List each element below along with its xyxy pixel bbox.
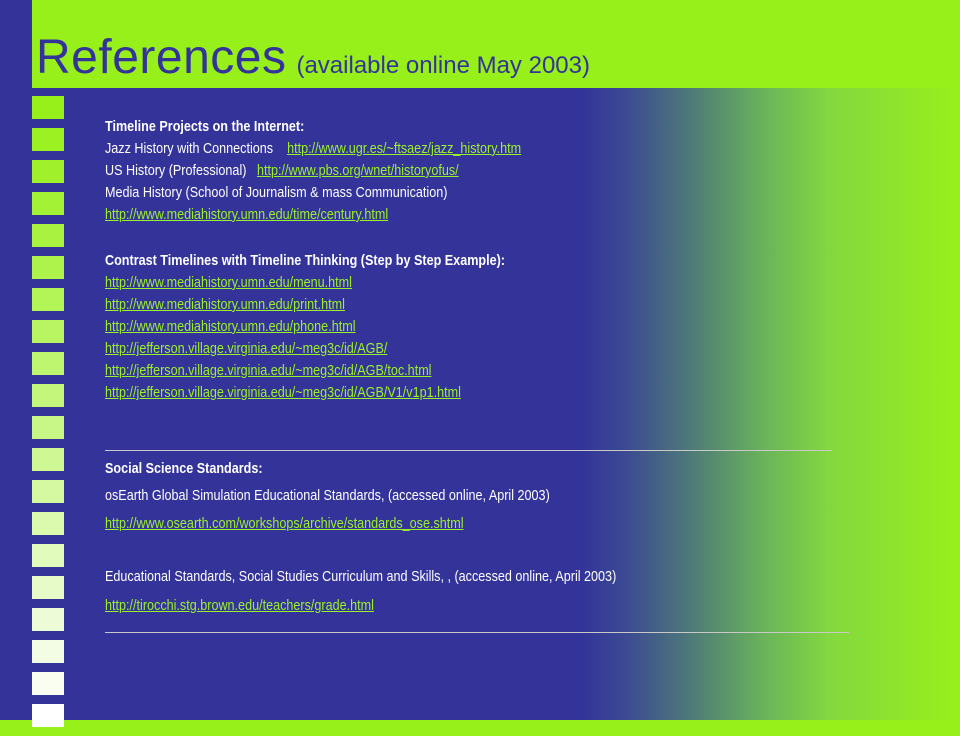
reference-link[interactable]: http://www.osearth.com/workshops/archive/standards_ose.shtml [105,515,464,532]
contrast-link[interactable]: http://jefferson.village.virginia.edu/~meg3c/id/AGB/toc.html [105,362,432,379]
reference-text: Media History (School of Journalism & mass Communication) [105,184,448,201]
slide-title [36,30,590,85]
reference-text: Educational Standards, Social Studies Curriculum and Skills, , (accessed online, April 2003) [105,568,617,585]
decorative-square [32,320,64,343]
contrast-link[interactable]: http://jefferson.village.virginia.edu/~meg3c/id/AGB/V1/v1p1.html [105,384,461,401]
decorative-square [32,640,64,663]
contrast-link[interactable]: http://www.mediahistory.umn.edu/print.html [105,296,345,313]
decorative-square [32,352,64,375]
decorative-square [32,160,64,183]
decorative-square [32,544,64,567]
reference-link[interactable]: http://www.ugr.es/~ftsaez/jazz_history.htm [287,140,522,157]
contrast-link[interactable]: http://www.mediahistory.umn.edu/phone.html [105,318,356,335]
left-strip [0,0,32,720]
decorative-square [32,256,64,279]
decorative-square [32,288,64,311]
contrast-link[interactable]: http://jefferson.village.virginia.edu/~meg3c/id/AGB/ [105,340,388,357]
decorative-square [32,96,64,119]
decorative-square [32,576,64,599]
standards-heading: Social Science Standards: [105,460,263,477]
decorative-square [32,448,64,471]
reference-link[interactable]: http://www.pbs.org/wnet/historyofus/ [256,162,459,179]
reference-item [105,162,459,179]
decorative-square [32,608,64,631]
contrast-timelines-heading: Contrast Timelines with Timeline Thinking (Step by Step Example): [105,252,506,269]
title-subtitle: (available online May 2003) [296,52,590,79]
contrast-link[interactable]: http://www.mediahistory.umn.edu/menu.html [105,274,352,291]
decorative-square [32,416,64,439]
divider [105,450,832,451]
reference-link[interactable]: http://www.mediahistory.umn.edu/time/century.html [105,206,389,223]
decorative-square [32,128,64,151]
reference-item [105,140,521,157]
decorative-square [32,192,64,215]
reference-text: Jazz History with Connections [105,140,274,157]
decorative-squares [32,96,64,736]
reference-text: US History (Professional) [105,162,247,179]
decorative-square [32,704,64,727]
decorative-square [32,512,64,535]
decorative-square [32,224,64,247]
decorative-square [32,672,64,695]
decorative-square [32,480,64,503]
decorative-square [32,384,64,407]
reference-text: osEarth Global Simulation Educational Standards, (accessed online, April 2003) [105,487,550,504]
reference-link[interactable]: http://tirocchi.stg.brown.edu/teachers/grade.html [105,597,374,614]
timeline-projects-heading: Timeline Projects on the Internet: [105,118,305,135]
divider [105,632,849,633]
content-panel [32,88,960,720]
title-main: References [36,31,287,84]
